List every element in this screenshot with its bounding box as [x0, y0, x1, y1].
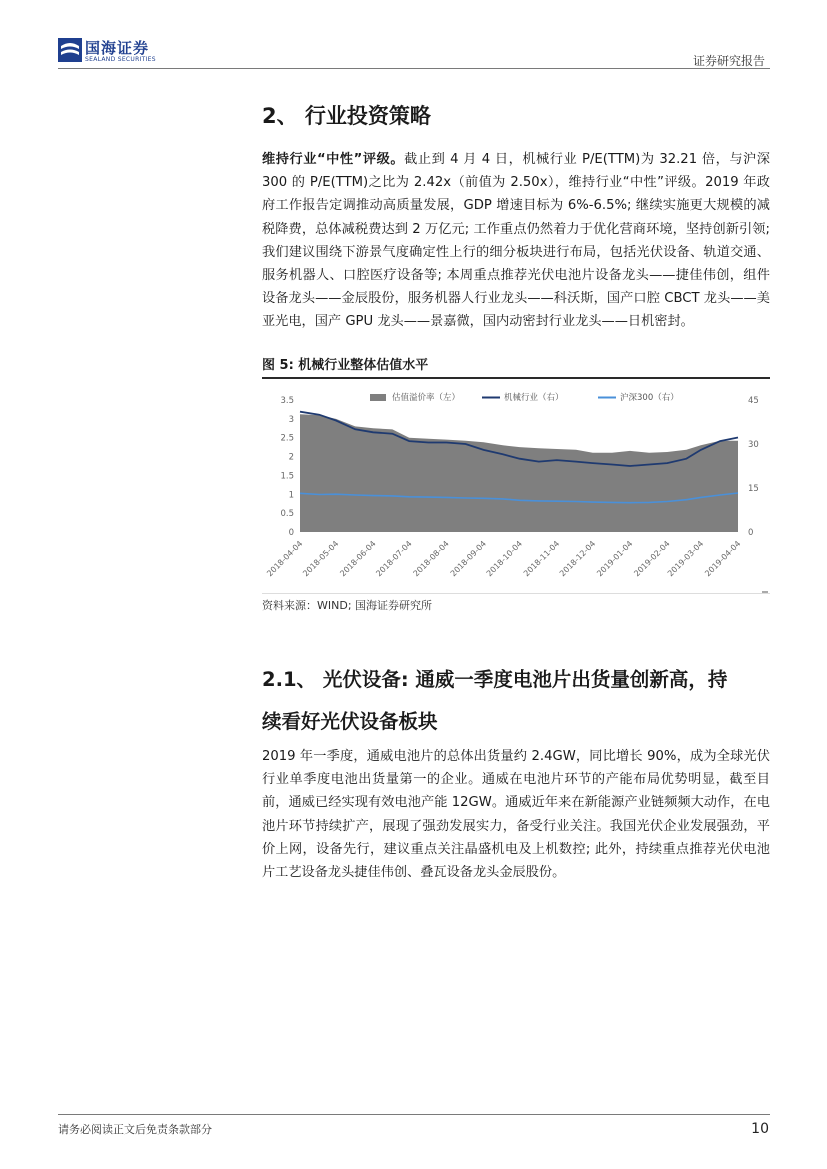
x-tick-label: 2018-04-04	[265, 539, 305, 579]
footer-divider	[58, 1114, 770, 1115]
x-tick-label: 2019-03-04	[665, 539, 706, 579]
x-tick-label: 2019-04-04	[703, 539, 743, 579]
header-divider	[58, 68, 770, 69]
strategy-body: 截止到 4 月 4 日，机械行业 P/E(TTM)为 32.21 倍，与沪深 300 的 P/E(TTM)之比为 2.42x（前值为 2.50x），维持行业“中性”评级。2019 年政府工作报告定调推动高质量发展，GDP 增速目标为 6%-6.5%; 继续实施更大规模的减税降费，总体减税费达到 2 万亿元; 工作重点仍然着力于优化营商环境，坚持创新引领; 我们建议围绕下游景气度确定性上行的细分板块进行布局，包括光伏设备、轨道交通、服务机器人、口腔医疗设备等; 本周重点推荐光伏电池片设备龙头——捷佳伟创，组件设备龙头——金辰股份，服务机器人行业龙头——科沃斯，国产口腔 CBCT 龙头——美亚光电，国产 GPU 龙头——景嘉微，国内动密封行业龙头——日机密封。	[262, 152, 770, 330]
figure-source: 资料来源：WIND; 国海证券研究所	[262, 599, 433, 612]
x-tick-label: 2019-01-04	[595, 539, 635, 579]
rating-lead: 维持行业“中性”评级。	[262, 152, 405, 167]
legend-swatch-premium	[370, 394, 386, 401]
figure-top-rule	[262, 377, 770, 379]
y-left-tick-label: 2	[288, 452, 294, 463]
y-left-tick-label: 0	[288, 528, 294, 538]
logo-chinese-name: 国海证券	[85, 39, 150, 57]
y-left-tick-label: 0.5	[280, 509, 294, 520]
x-tick-label: 2018-10-04	[484, 539, 525, 579]
figure-bottom-rule	[262, 593, 770, 594]
pv-paragraph: 2019 年一季度，通威电池片的总体出货量约 2.4GW，同比增长 90%，成为全球光伏行业单季度电池出货量第一的企业。通威在电池片环节的产能布局优势明显，截至目前，通威已经实现有效电池产能 12GW。通威近年来在新能源产业链频频大动作，在电池片环节持续扩产，展现了强劲发展实力，备受行业关注。我国光伏企业发展强劲，平价上网，设备先行，建议重点关注晶盛机电及上机数控; 此外，持续重点推荐光伏电池片工艺设备龙头捷佳伟创、叠瓦设备龙头金辰股份。	[262, 749, 770, 881]
document-type: 证券研究报告	[692, 54, 765, 68]
y-left-tick-label: 3	[288, 414, 294, 425]
y-right-tick-label: 15	[748, 484, 759, 494]
logo-english-name: SEALAND SECURITIES	[85, 56, 156, 63]
disclaimer-note: 请务必阅读正文后免责条款部分	[58, 1123, 212, 1136]
legend-label: 估值溢价率（左）	[392, 393, 461, 403]
sealand-logo-icon	[58, 38, 82, 62]
y-left-tick-label: 1	[288, 490, 294, 501]
y-left-tick-label: 2.5	[280, 433, 294, 444]
company-logo	[58, 36, 176, 68]
x-tick-label: 2018-07-04	[374, 539, 414, 579]
legend-label: 沪深300（右）	[620, 393, 679, 403]
legend-label: 机械行业（右）	[504, 393, 564, 403]
figure-caption: 图 5: 机械行业整体估值水平	[262, 358, 429, 373]
y-left-tick-label: 3.5	[280, 396, 294, 406]
subsection-heading-line2: 续看好光伏设备板块	[262, 710, 438, 733]
x-tick-label: 2018-11-04	[521, 539, 562, 579]
strategy-paragraph	[262, 148, 770, 334]
y-right-tick-label: 30	[748, 440, 759, 450]
valuation-chart	[262, 384, 770, 594]
y-right-tick-label: 0	[748, 528, 754, 538]
x-tick-label: 2018-08-04	[411, 539, 451, 579]
x-tick-label: 2018-09-04	[448, 539, 489, 579]
x-tick-label: 2018-05-04	[301, 539, 341, 579]
x-tick-label: 2018-12-04	[557, 539, 598, 579]
page-number: 10	[751, 1121, 769, 1137]
subsection-heading-line1: 2.1、 光伏设备: 通威一季度电池片出货量创新高，持	[262, 668, 728, 691]
y-right-tick-label: 45	[748, 396, 759, 406]
x-tick-label: 2019-02-04	[632, 539, 672, 579]
y-left-tick-label: 1.5	[280, 471, 294, 482]
section-heading: 2、 行业投资策略	[262, 104, 431, 128]
x-tick-label: 2018-06-04	[338, 539, 378, 579]
